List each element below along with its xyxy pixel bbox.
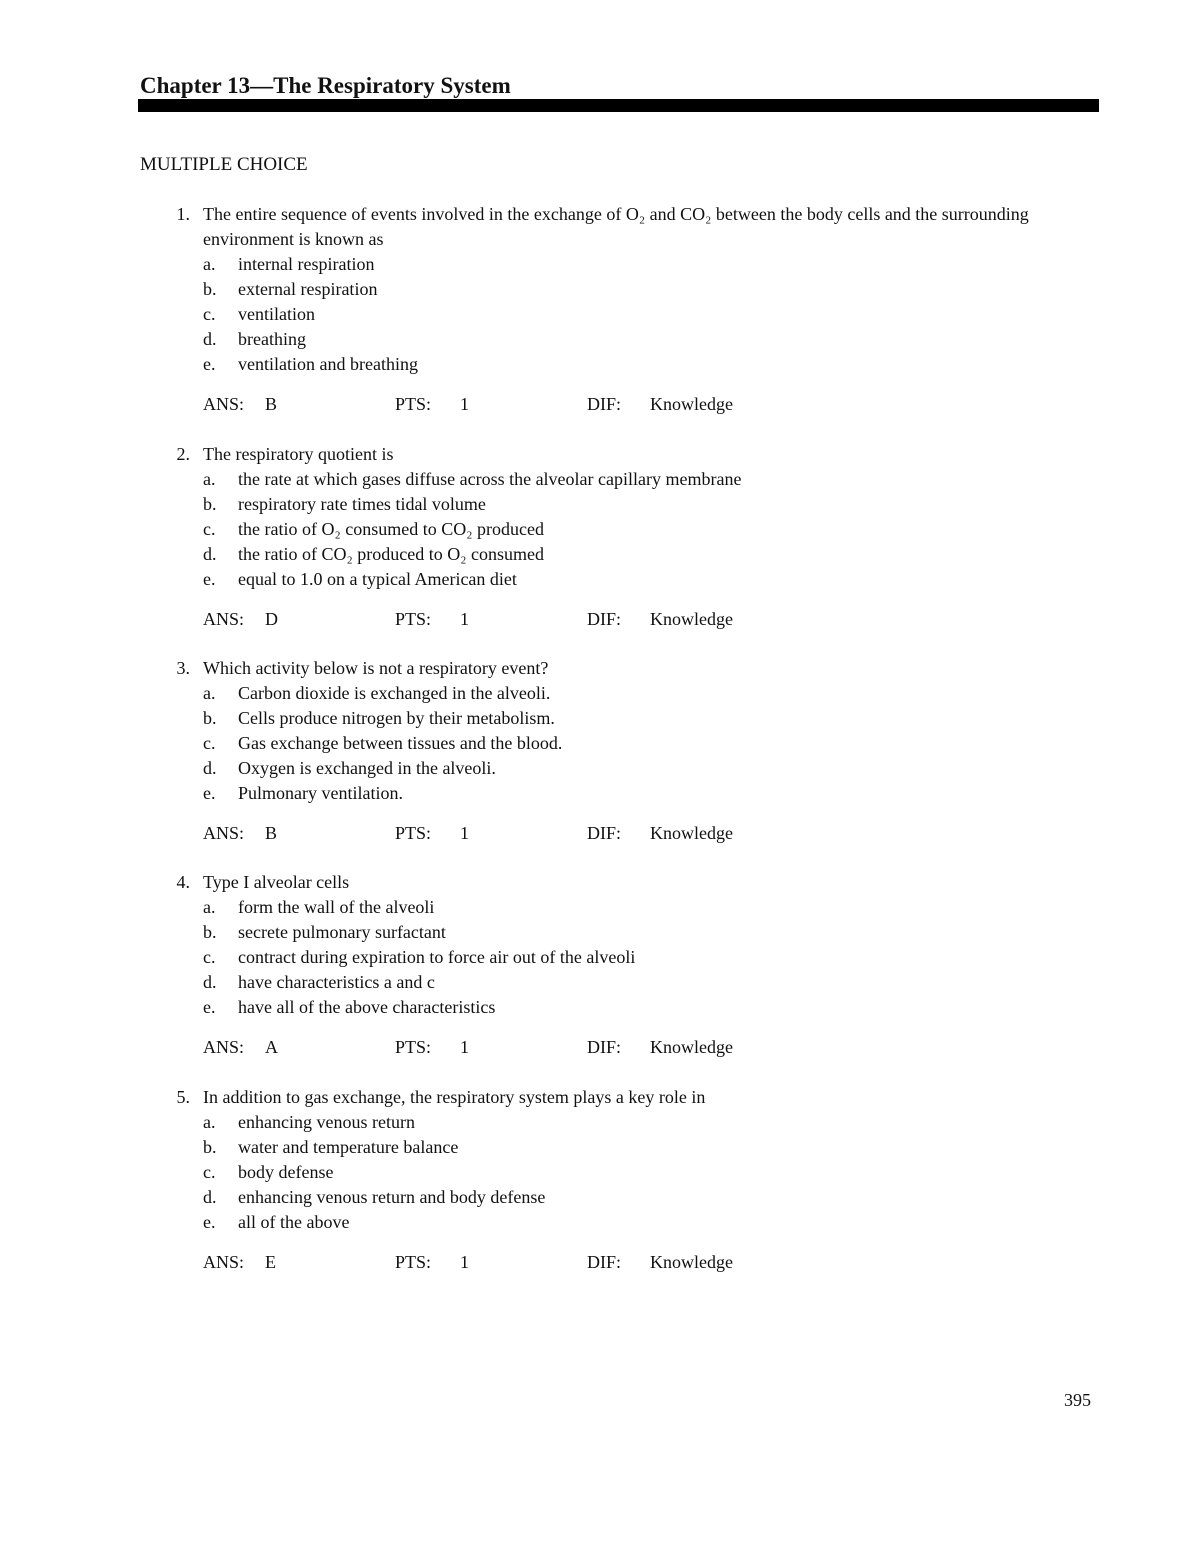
option-letter: e. [203,783,216,803]
option-text: the ratio of O₂ consumed to CO₂ produced [238,519,544,539]
option-letter: c. [203,733,216,753]
ans-label: ANS: [203,823,245,843]
question-3 [140,656,1090,846]
page-number: 395 [1064,1390,1091,1410]
option-letter: a. [203,254,216,274]
option-d [140,327,1090,352]
question-number: 4. [176,872,190,892]
option-text: breathing [238,329,306,349]
ans-value: D [265,609,278,629]
option-letter: a. [203,897,216,917]
option-d [140,1185,1090,1210]
answer-line [140,1250,1090,1275]
question-5 [140,1085,1090,1275]
option-letter: c. [203,1162,216,1182]
option-text: contract during expiration to force air out of the alveoli [238,947,636,967]
option-text: equal to 1.0 on a typical American diet [238,569,517,589]
pts-label: PTS: [395,394,432,414]
option-text: have all of the above characteristics [238,997,496,1017]
question-text: The respiratory quotient is [203,444,394,464]
option-text: Gas exchange between tissues and the blood. [238,733,563,753]
dif-value: Knowledge [650,1252,733,1272]
dif-value: Knowledge [650,609,733,629]
option-letter: e. [203,569,216,589]
dif-label: DIF: [587,609,622,629]
question-text: In addition to gas exchange, the respiratory system plays a key role in [203,1087,706,1107]
question-number: 1. [176,204,190,224]
question-text: Which activity below is not a respiratory event? [203,658,549,678]
pts-value: 1 [460,609,469,629]
question-number: 2. [176,444,190,464]
option-b [140,1135,1090,1160]
options-list [140,1110,1090,1235]
option-letter: d. [203,972,217,992]
option-letter: a. [203,683,216,703]
dif-label: DIF: [587,394,622,414]
pts-label: PTS: [395,609,432,629]
option-letter: b. [203,279,217,299]
option-text: enhancing venous return [238,1112,415,1132]
option-c [140,302,1090,327]
chapter-title: Chapter 13—The Respiratory System [140,73,511,98]
question-stem [140,202,1090,252]
option-text: ventilation [238,304,315,324]
option-letter: d. [203,1187,217,1207]
pts-label: PTS: [395,1037,432,1057]
ans-value: A [265,1037,278,1057]
option-d [140,542,1090,567]
answer-line [140,392,1090,417]
option-d [140,970,1090,995]
option-text: Carbon dioxide is exchanged in the alveoli. [238,683,551,703]
option-e [140,567,1090,592]
option-b [140,492,1090,517]
question-stem [140,870,1090,895]
answer-line [140,607,1090,632]
question-stem [140,1085,1090,1110]
option-text: Cells produce nitrogen by their metabolism. [238,708,555,728]
option-text: respiratory rate times tidal volume [238,494,486,514]
question-1 [140,202,1090,417]
option-letter: d. [203,329,217,349]
answer-line [140,1035,1090,1060]
ans-label: ANS: [203,1037,245,1057]
dif-label: DIF: [587,1037,622,1057]
ans-label: ANS: [203,394,245,414]
option-b [140,920,1090,945]
question-number: 5. [176,1087,190,1107]
option-text: secrete pulmonary surfactant [238,922,446,942]
option-letter: e. [203,1212,216,1232]
option-letter: e. [203,997,216,1017]
question-number: 3. [176,658,190,678]
option-c [140,945,1090,970]
option-e [140,1210,1090,1235]
pts-value: 1 [460,1037,469,1057]
question-text: Type I alveolar cells [203,872,350,892]
pts-value: 1 [460,1252,469,1272]
option-letter: b. [203,708,217,728]
options-list [140,681,1090,806]
option-a [140,467,1090,492]
option-letter: b. [203,494,217,514]
pts-label: PTS: [395,1252,432,1272]
option-letter: e. [203,354,216,374]
ans-value: E [265,1252,276,1272]
option-d [140,756,1090,781]
pts-label: PTS: [395,823,432,843]
option-letter: c. [203,304,216,324]
ans-value: B [265,823,278,843]
option-a [140,252,1090,277]
option-a [140,895,1090,920]
option-c [140,1160,1090,1185]
option-text: external respiration [238,279,378,299]
question-2 [140,442,1090,632]
question-text: The entire sequence of events involved in the exchange of O₂ and CO₂ between the body cells and the surrounding environment is known as [203,204,1029,249]
option-text: the ratio of CO₂ produced to O₂ consumed [238,544,544,564]
question-stem [140,442,1090,467]
question-stem [140,656,1090,681]
option-e [140,781,1090,806]
option-text: have characteristics a and c [238,972,435,992]
title-rule [138,99,1099,112]
option-text: Oxygen is exchanged in the alveoli. [238,758,496,778]
option-text: all of the above [238,1212,350,1232]
option-e [140,995,1090,1020]
dif-label: DIF: [587,1252,622,1272]
dif-value: Knowledge [650,394,733,414]
option-b [140,277,1090,302]
option-text: body defense [238,1162,334,1182]
answer-line [140,821,1090,846]
option-text: the rate at which gases diffuse across the alveolar capillary membrane [238,469,742,489]
option-c [140,731,1090,756]
options-list [140,467,1090,592]
dif-value: Knowledge [650,823,733,843]
option-letter: b. [203,922,217,942]
option-text: internal respiration [238,254,375,274]
ans-value: B [265,394,278,414]
option-text: enhancing venous return and body defense [238,1187,546,1207]
option-letter: b. [203,1137,217,1157]
section-heading: MULTIPLE CHOICE [140,154,308,175]
option-text: Pulmonary ventilation. [238,783,403,803]
option-letter: d. [203,544,217,564]
option-e [140,352,1090,377]
option-text: ventilation and breathing [238,354,418,374]
options-list [140,252,1090,377]
options-list [140,895,1090,1020]
option-a [140,681,1090,706]
option-b [140,706,1090,731]
pts-value: 1 [460,394,469,414]
pts-value: 1 [460,823,469,843]
dif-value: Knowledge [650,1037,733,1057]
ans-label: ANS: [203,1252,245,1272]
dif-label: DIF: [587,823,622,843]
option-letter: a. [203,1112,216,1132]
ans-label: ANS: [203,609,245,629]
option-a [140,1110,1090,1135]
option-letter: a. [203,469,216,489]
option-c [140,517,1090,542]
question-4 [140,870,1090,1060]
option-letter: c. [203,947,216,967]
option-letter: d. [203,758,217,778]
option-text: form the wall of the alveoli [238,897,435,917]
option-letter: c. [203,519,216,539]
option-text: water and temperature balance [238,1137,459,1157]
